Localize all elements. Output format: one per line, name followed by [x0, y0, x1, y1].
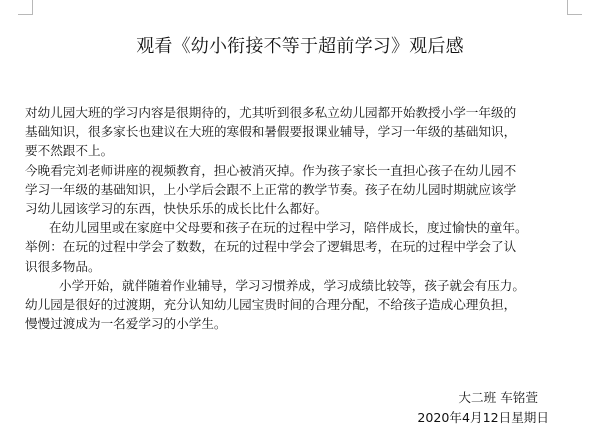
signature-date: 2020年4月12日星期日 [417, 410, 549, 425]
top-left-corner-mark [18, 0, 33, 15]
document-title: 观看《幼小衔接不等于超前学习》观后感 [136, 36, 464, 57]
body-line: 举例：在玩的过程中学会了数数，在玩的过程中学会了逻辑思考，在玩的过程中学会了认 [25, 239, 517, 255]
class-and-name: 大二班 车铭萱 [458, 390, 538, 405]
body-line: 幼儿园是很好的过渡期，充分认知幼儿园宝贵时间的合理分配，不给孩子造成心理负担， [25, 297, 517, 313]
body-line: 慢慢过渡成为一名爱学习的小学生。 [25, 316, 227, 332]
document-body [25, 103, 581, 333]
body-line: 对幼儿园大班的学习内容是很期待的，尤其听到很多私立幼儿园都开始教授小学一年级的 [25, 105, 517, 120]
top-right-corner-mark [567, 0, 582, 15]
body-line: 要不然跟不上。 [25, 143, 114, 159]
body-line: 小学开始，就伴随着作业辅导，学习习惯养成，学习成绩比较等，孩子就会有压力。 [59, 277, 525, 293]
body-line: 今晚看完刘老师讲座的视频教育，担心被消灭掉。作为孩子家长一直担心孩子在幼儿园不 [25, 162, 517, 178]
body-line: 在幼儿园里或在家庭中父母要和孩子在玩的过程中学习，陪伴成长，度过愉快的童年。 [49, 220, 528, 236]
body-line: 基础知识，很多家长也建议在大班的寒假和暑假要报课业辅导，学习一年级的基础知识， [25, 124, 517, 140]
body-line: 学习一年级的基础知识，上小学后会跟不上正常的教学节奏。孩子在幼儿园时期就应该学 [25, 181, 517, 197]
signature-block [417, 388, 549, 428]
body-line: 识很多物品。 [25, 258, 101, 274]
body-line: 习幼儿园该学习的东西，快快乐乐的成长比什么都好。 [25, 201, 328, 217]
